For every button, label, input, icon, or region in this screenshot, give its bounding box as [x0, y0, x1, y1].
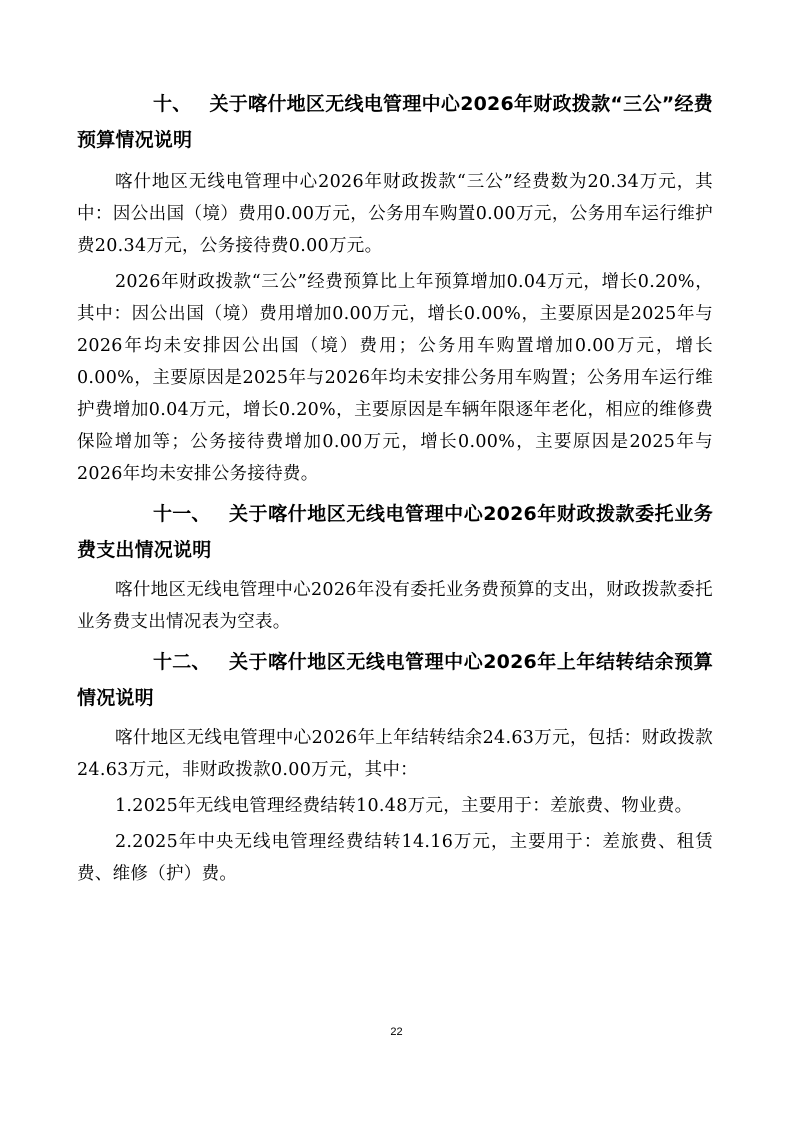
- paragraph: 喀什地区无线电管理中心2026年上年结转结余24.63万元，包括：财政拨款24.63万元，非财政拨款0.00万元，其中：: [77, 728, 713, 780]
- section-heading-12: [77, 644, 713, 716]
- section-title: 关于喀什地区无线电管理中心2026年财政拨款委托业务费支出情况说明: [77, 503, 713, 561]
- section-title: 关于喀什地区无线电管理中心2026年财政拨款“三公”经费预算情况说明: [77, 93, 713, 151]
- section-number: 十二、: [153, 651, 211, 673]
- section-title: 关于喀什地区无线电管理中心2026年上年结转结余预算情况说明: [77, 651, 713, 709]
- page-number: 22: [390, 1026, 403, 1038]
- section-number: 十、: [153, 93, 192, 115]
- paragraph: 喀什地区无线电管理中心2026年财政拨款“三公”经费数为20.34万元，其中：因公出国（境）费用0.00万元，公务用车购置0.00万元，公务用车运行维护费20.34万元，公务接待费0.00万元。: [77, 172, 713, 256]
- paragraph: 喀什地区无线电管理中心2026年没有委托业务费预算的支出，财政拨款委托业务费支出情况表为空表。: [77, 580, 713, 632]
- section-heading-11: [77, 496, 713, 568]
- list-item: 2.2025年中央无线电管理经费结转14.16万元，主要用于：差旅费、租赁费、维修（护）费。: [77, 832, 713, 884]
- section-heading-10: [77, 86, 713, 158]
- section-number: 十一、: [153, 503, 211, 525]
- paragraph: 2026年财政拨款“三公”经费预算比上年预算增加0.04万元，增长0.20%，其中：因公出国（境）费用增加0.00万元，增长0.00%，主要原因是2025年与2026年均未安排因公出国（境）费用；公务用车购置增加0.00万元，增长0.00%，主要原因是2025年与2026年均未安排公务用车购置；公务用车运行维护费增加0.04万元，增长0.20%，主要原因是车辆年限逐年老化，相应的维修费保险增加等；公务接待费增加0.00万元，增长0.00%，主要原因是2025年与2026年均未安排公务接待费。: [77, 272, 713, 484]
- document-page: [77, 80, 713, 890]
- list-item: 1.2025年无线电管理经费结转10.48万元，主要用于：差旅费、物业费。: [115, 796, 693, 816]
